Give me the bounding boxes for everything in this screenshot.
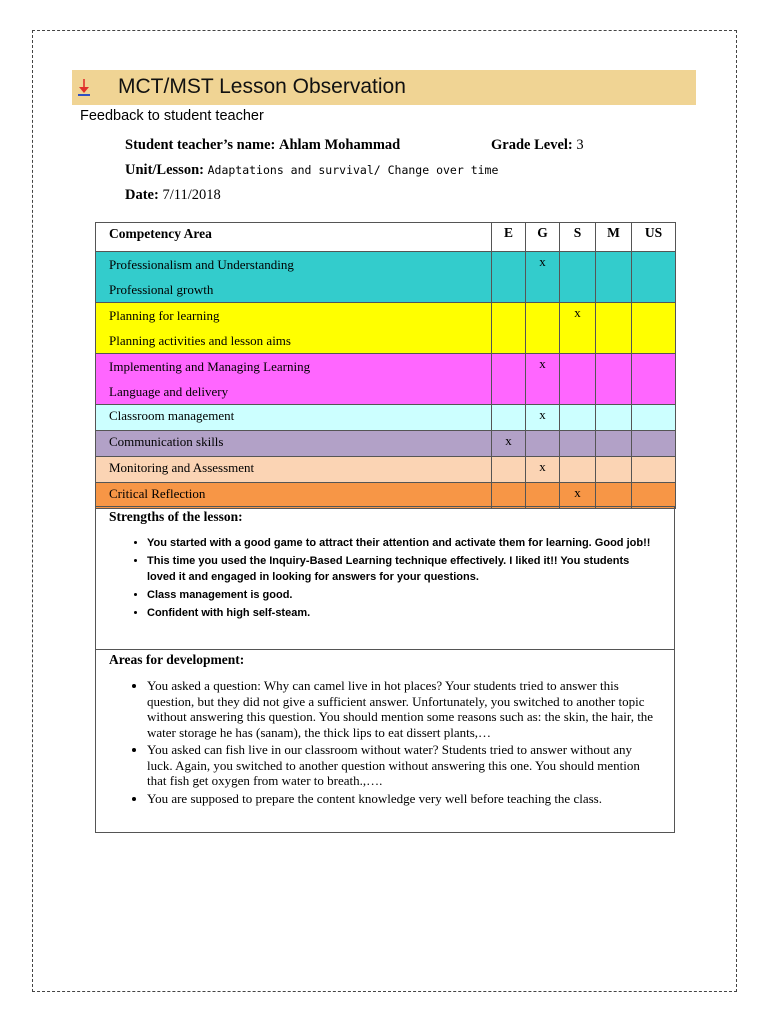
date-value: 7/11/2018 — [162, 187, 221, 203]
table-row — [96, 405, 676, 431]
header-competency-area: Competency Area — [96, 223, 492, 252]
page-subtitle: Feedback to student teacher — [80, 108, 264, 124]
rating-e — [492, 483, 526, 509]
date-line — [125, 186, 221, 204]
rating-us — [632, 483, 676, 509]
rating-g — [526, 483, 560, 509]
header-e: E — [492, 223, 526, 252]
rating-m — [596, 303, 632, 354]
rating-us — [632, 457, 676, 483]
competency-cell: Planning for learning Planning activities and lesson aims — [96, 303, 492, 354]
rating-m — [596, 457, 632, 483]
list-item: • Class management is good. — [147, 587, 654, 603]
table-row — [96, 354, 676, 405]
list-item: • This time you used the Inquiry-Based Learning technique effectively. I liked it!! You students loved it and engaged in looking for answers for your questions. — [147, 553, 654, 585]
rating-m — [596, 431, 632, 457]
unit-label: Unit/Lesson: — [125, 162, 204, 178]
competency-cell: Critical Reflection — [96, 483, 492, 509]
competency-cell: Implementing and Managing Learning Language and delivery — [96, 354, 492, 405]
rating-m — [596, 354, 632, 405]
rating-s — [560, 457, 596, 483]
rating-g: x — [526, 457, 560, 483]
competency-cell: Monitoring and Assessment — [96, 457, 492, 483]
rating-e — [492, 354, 526, 405]
grade-label: Grade Level: — [491, 137, 573, 153]
page-title: MCT/MST Lesson Observation — [118, 75, 406, 98]
rating-s — [560, 405, 596, 431]
competency-cell: Classroom management — [96, 405, 492, 431]
rating-g: x — [526, 405, 560, 431]
strengths-list — [96, 535, 674, 621]
date-label: Date: — [125, 187, 159, 203]
list-item: • You are supposed to prepare the content knowledge very well before teaching the class. — [147, 791, 660, 807]
grade-value: 3 — [576, 137, 584, 153]
header-us: US — [632, 223, 676, 252]
list-item: • You started with a good game to attract their attention and activate them for learning. Good job!! — [147, 535, 654, 551]
list-item: • Confident with high self-steam. — [147, 605, 654, 621]
table-row — [96, 431, 676, 457]
unit-value: Adaptations and survival/ Change over time — [207, 163, 499, 177]
areas-list — [96, 678, 674, 806]
strengths-heading: Strengths of the lesson: — [109, 509, 243, 524]
rating-m — [596, 483, 632, 509]
header-m: M — [596, 223, 632, 252]
rating-s — [560, 252, 596, 303]
rating-s: x — [560, 303, 596, 354]
table-row — [96, 252, 676, 303]
areas-heading: Areas for development: — [109, 652, 245, 667]
rating-g — [526, 303, 560, 354]
table-row — [96, 303, 676, 354]
competency-cell: Communication skills — [96, 431, 492, 457]
rating-s: x — [560, 483, 596, 509]
rating-m — [596, 252, 632, 303]
rating-us — [632, 303, 676, 354]
rating-e — [492, 405, 526, 431]
rating-e — [492, 252, 526, 303]
areas-section — [95, 649, 675, 833]
strengths-section — [95, 506, 675, 650]
rating-e — [492, 303, 526, 354]
rating-us — [632, 252, 676, 303]
arrow-down-icon — [77, 78, 91, 98]
rating-e — [492, 457, 526, 483]
header-g: G — [526, 223, 560, 252]
competency-table — [95, 222, 676, 509]
rating-s — [560, 431, 596, 457]
rating-us — [632, 431, 676, 457]
unit-line — [125, 161, 498, 179]
rating-s — [560, 354, 596, 405]
table-row — [96, 457, 676, 483]
rating-us — [632, 405, 676, 431]
table-row — [96, 483, 676, 509]
competency-cell: Professionalism and Understanding Professional growth — [96, 252, 492, 303]
table-header-row — [96, 223, 676, 252]
rating-us — [632, 354, 676, 405]
rating-e: x — [492, 431, 526, 457]
name-value: Ahlam Mohammad — [278, 137, 401, 153]
rating-g — [526, 431, 560, 457]
header-s: S — [560, 223, 596, 252]
list-item: • You asked a question: Why can camel live in hot places? Your students tried to answer this question, but they did not give a sufficient answer. Unfortunately, you switched to another topic without answering this question. You should mention some reasons such as: the skin, the hair, the water storage he has (sanam), the thick lips to eat dissert plants,… — [147, 678, 660, 740]
rating-g: x — [526, 252, 560, 303]
name-line — [125, 136, 400, 154]
list-item: • You asked can fish live in our classroom without water? Students tried to answer without any luck. Again, you switched to another question without answering this one. You should mention that fish get oxygen from water to breath.,…. — [147, 742, 660, 789]
grade-line — [491, 136, 584, 154]
rating-g: x — [526, 354, 560, 405]
rating-m — [596, 405, 632, 431]
name-label: Student teacher’s name: — [125, 137, 276, 153]
